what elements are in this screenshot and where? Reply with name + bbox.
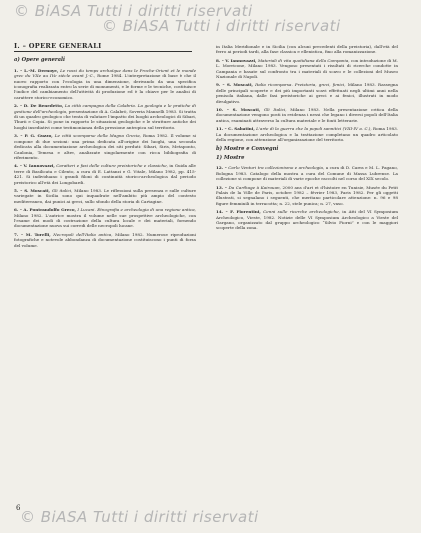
entries-list (216, 165, 398, 230)
watermark-line: © BiASA Tutti i diritti riservati (102, 17, 341, 35)
entry-body: in Atti del VI Symposium Archeologico, Vieste, 1982. Notizie delle VI Symposium Archeologico a Vieste del Gargano, organizzato dal gruppo archeologico “Silvio Fiorni” e con le maggiori scoperte della zona. (216, 209, 399, 231)
watermark-bottom: © BiASA Tutti i diritti riservati (20, 508, 259, 526)
entry-title: Italia ricomparsa. Preistoria, greci, fenici, (255, 82, 346, 88)
section-title: I. – OPERE GENERALI (14, 44, 196, 52)
entry (216, 58, 398, 80)
entry-body: Milano 1983. Rassegna delle principali scoperte e dei più importanti scavi effettuati negli ultimi anni nella penisola italiana, dalle fasi preistoriche ai greci e ai fenici, illustrati in modo divulgativo. (216, 82, 398, 104)
entry-body: Rome 1984. L'interpretazione di base è che il nuovo rapporto con l'ecologia in una dimensione, derivando da una specifica iconografia realizzata entro la serie di monumenti, e le forme e le tecniche, costituisce l'indice del cambiamento dell'attività di produzione ed è la chiave per le analisi di carattere storico-economico. (14, 73, 196, 100)
entry-body: Milano 1983. Nella presentazione critica della documentazione vengono posti in evidenza i nessi che legano i diversi popoli dell'Italia antica, esaminati attraverso la cultura materiale e le fonti letterarie. (216, 107, 398, 123)
entry-body: con introduzione di M. L. Morricone, Milano 1983. Vengono presentati i risultati di ricerche condotte in Campania e basate sul confronto tra i materiali di scavo e le collezioni del Museo Nazionale di Napoli. (216, 57, 398, 80)
entry-title: Da Carthage à Kairouan, (228, 184, 281, 190)
entry-ref: 5. – S. Moscati, (14, 187, 50, 193)
entry-title: Gli italici, (51, 187, 73, 193)
subhead: b) Mostre e Convegni (216, 145, 279, 152)
entry-ref: 13. – (216, 184, 227, 190)
entry-body: a cura di D. Carra e M. L. Pagano, Bologna 1983. Catalogo della mostra a cura del Comune di Massa Lubrense. La collezione si compone di materiali di varie epoche raccolti nel corso del XIX secolo. (216, 165, 398, 182)
right-column (216, 44, 398, 234)
entry (216, 185, 398, 207)
entry (216, 107, 398, 123)
entry (216, 126, 398, 142)
entry-ref: 14. – F. Fiorentini, (216, 209, 261, 215)
entry-title: Gli Italici, (263, 107, 287, 113)
entry-ref: 4. – V. Iannovazzi, (14, 163, 55, 169)
entry-title: I Lucani. Etnografia e archeologia di una regione antica, (77, 207, 196, 213)
watermark-top (14, 4, 409, 38)
entry-title: Carlo Venturi tra collezionismo e archeologia, (228, 165, 325, 171)
entry-body: in Guida alle terre di Basilicata e Cilento, a cura di E. Lattanzi e G. Vitale, Milano 1982, pp. 415-421. Si individuano i grandi filoni di continuità storico-archeologica dal periodo preistorico all'età dei Longobardi. (14, 163, 196, 185)
subhead: a) Opere generali (14, 57, 65, 64)
entry (14, 103, 196, 130)
entry (14, 133, 196, 160)
entry-title: Materiali di vita quotidiana della Campania, (257, 57, 350, 63)
entry-title: Caratteri e fasi delle culture preistoriche e classiche, (56, 163, 168, 169)
entry-body: Milano 1982. Numerose riproduzioni fotografiche e notevole abbondanza di documentazione costituiscono i punti di forza del volume. (14, 231, 196, 248)
entry-body: Milano 1983. Le riflessioni sulla presenza e sulle culture variegate in Sicilia sono qui inquadrate nell'ambito più ampio del contesto mediterraneo, dai punici ai greci, sullo sfondo della storia di Cartagine. (14, 187, 196, 204)
entry-body: Milano 1982. L'autrice mostra il volume nelle sue prospettive archeologiche, con l'esame dei modi di costruzione della cultura locale e dei materiali, fornendo documentazione nuova sui corredi delle necropoli lucane. (14, 212, 196, 229)
entry-body: in Italia Meridionale e in Sicilia (con alcuni precedenti della preistoria), dall'età del ferro ai periodi tardi, alla fase classica e ellenistica, fino alla romanizzazione. (216, 44, 398, 55)
entry (216, 44, 398, 55)
entry (216, 165, 398, 181)
entry-body: Roma 1983. La documentazione archeologica e la trattazione completano un quadro articolato della regione, con attenzione all'organizzazione del territorio. (216, 126, 398, 143)
subsubhead: 1) Mostre (216, 154, 245, 161)
entry-body: presentazione di A. Calabrò, Soveria Mannelli 1983. Si tratta di un quadro geologico che tenta di valutare l'impatto dei luoghi archeologici di Sibari, Thurii e Copia. Si pone in rapporto le situazioni geologiche e le strutture antiche dei luoghi insediativi come testimonianza della pressione antropica sul territorio. (14, 108, 196, 130)
entry (14, 232, 196, 248)
entry (14, 207, 196, 229)
entry (216, 209, 398, 231)
entry-ref: 11. – C. Sabatini, (216, 126, 255, 132)
entry-ref: 6. – A. Pontrandolfo Greco, (14, 207, 76, 213)
page-number: 6 (16, 504, 21, 512)
left-column (14, 44, 196, 251)
title-rule (14, 51, 192, 52)
entry-title: L'arte di la guerra che la popoli sannitici (VIII-IV a. C.), (256, 126, 372, 132)
entry-ref: 10. – S. Moscati, (216, 107, 261, 113)
entry-body: 2000 ans d'art et d'histoire en Tunisie, Musée du Petit Palais de la Ville de Paris, octobre 1982 – février 1983, Paris 1982. Per gli oggetti illustrati, si segnalano i seguenti, che meritano particolare attenzione: n. 96 e 98 figure femminili in terracotta; n. 22, stele punica; n. 27, vaso. (216, 184, 398, 206)
entry (216, 82, 398, 104)
entry-title: La città campagna della Calabria. La geologia e le pratiche di gestione dell'archeologia, (14, 103, 196, 114)
entry-ref: 3. – P. G. Guzzo, (14, 133, 53, 139)
entry-ref: 1. – L.-M. Dernoye, (14, 67, 59, 73)
entry-body: Roma 1982. Il volume si compone di due sezioni: una prima dedicata all'origine dei luoghi, una seconda dedicata alla documentazione archeologica dei siti perduti: Sibari, Siris, Metaponto, Caulonia, Temesa e altre, analizzate singolarmente con ricca bibliografia di riferimento. (14, 133, 196, 160)
entry-ref: 8. – V. Iannovazzi, (216, 57, 257, 63)
watermark-line: © BiASA Tutti i diritti riservati (14, 2, 253, 20)
entry (14, 163, 196, 185)
entry-title: Necropoli dell'Italia antica, (53, 231, 113, 237)
entry-title: Le rossi du temps archaïque dans le Proche-Orient et le monde grec du VIIe au IVe siècle avant J.-C., (14, 67, 196, 79)
entries-list (14, 68, 196, 248)
entry-ref: 12. – (216, 165, 227, 171)
entry (14, 188, 196, 204)
entry-ref: 9. – S. Moscati, (216, 82, 253, 88)
entry-ref: 2. – D. De Benedetto, (14, 103, 64, 109)
entry-ref: 7. – M. Torelli, (14, 231, 51, 237)
entry (14, 68, 196, 100)
entry-title: Le città scomparse della Magna Grecia, (54, 133, 141, 139)
entries-list (216, 44, 398, 143)
entry-title: Cenni sulle ricerche archeologiche, (263, 209, 340, 215)
